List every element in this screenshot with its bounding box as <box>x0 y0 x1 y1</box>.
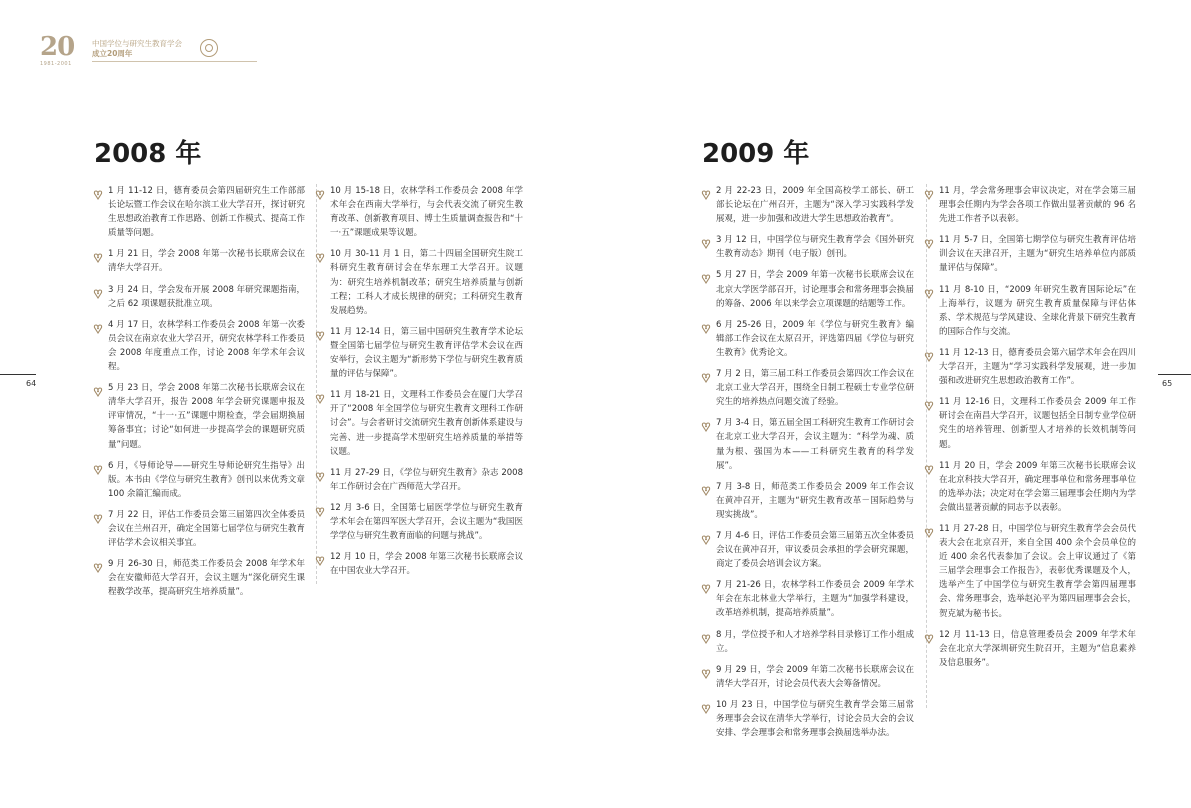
bullet-icon <box>315 326 325 336</box>
entry-text: 11 月 20 日，学会 2009 年第三次秘书长联席会议在北京科技大学召开，确定理事单位和常务理事单位的选举办法；决定对在学会第三届理事会任期内为学会做出显著贡献的同志予以表彰。 <box>939 460 1136 513</box>
timeline-entry <box>922 346 1136 388</box>
bullet-icon <box>315 467 325 477</box>
bullet-icon <box>701 319 711 329</box>
timeline-entry <box>313 550 523 578</box>
entry-text: 11 月 12-14 日，第三届中国研究生教育学术论坛暨全国第七届学位与研究生教育评估学术会议在西安举行，会议主题为“新形势下学位与研究生教育质量的评估与保障”。 <box>330 326 523 380</box>
bullet-icon <box>701 481 711 491</box>
timeline-entry <box>699 184 914 226</box>
bullet-icon <box>315 185 325 195</box>
seal-icon <box>200 39 218 57</box>
entry-text: 1 月 21 日，学会 2008 年第一次秘书长联席会议在清华大学召开。 <box>108 249 305 274</box>
year-heading-2008: 2008 年 <box>94 139 202 169</box>
timeline-entry <box>91 247 305 275</box>
entry-text: 12 月 11-13 日，信息管理委员会 2009 年学术年会在北京大学深圳研究生院召开，主题为“信息素养及信息服务”。 <box>939 629 1136 668</box>
entry-text: 3 月 12 日，中国学位与研究生教育学会《国外研究生教育动态》期刊（电子版）创刊。 <box>716 235 914 260</box>
bullet-icon <box>701 368 711 378</box>
anniversary-text: 成立20周年 <box>92 49 133 58</box>
timeline-entry <box>699 318 914 360</box>
column-2009-right <box>922 184 1136 677</box>
bullet-icon <box>315 389 325 399</box>
entry-text: 11 月 12-16 日，文理科工作委员会 2009 年工作研讨会在南昌大学召开，议题包括全日制专业学位研究生的培养管理、创新型人才培养的长效机制等问题。 <box>939 397 1136 450</box>
timeline-entry <box>313 325 523 381</box>
timeline-entry <box>699 416 914 472</box>
timeline-entry <box>313 184 523 240</box>
anniversary-logo: 20 <box>40 32 75 62</box>
entry-text: 1 月 11-12 日，德育委员会第四届研究生工作部部长论坛暨工作会议在哈尔滨工业大学召开，探讨研究生思想政治教育工作思路、创新工作模式、提高工作质量等问题。 <box>108 186 305 239</box>
entry-text: 10 月 23 日，中国学位与研究生教育学会第三届常务理事会会议在清华大学举行，讨论会员大会的会议安排、学会理事会和常务理事会换届选举办法。 <box>716 699 914 739</box>
entry-text: 12 月 10 日，学会 2008 年第三次秘书长联席会议在中国农业大学召开。 <box>330 552 523 577</box>
bullet-icon <box>93 284 103 294</box>
entry-text: 7 月 22 日，评估工作委员会第三届第四次全体委员会议在兰州召开，确定全国第七届学位与研究生教育评估学术会议相关事宜。 <box>108 509 305 549</box>
timeline-entry <box>699 663 914 691</box>
bullet-icon <box>701 185 711 195</box>
page-edge-line-left <box>0 374 36 375</box>
entry-text: 8 月，学位授予和人才培养学科目录修订工作小组成立。 <box>716 629 914 654</box>
page-edge-line-right <box>1158 374 1191 375</box>
page-number-left: 64 <box>26 379 37 388</box>
entry-text: 12 月 3-6 日，全国第七届医学学位与研究生教育学术年会在第四军医大学召开，会议主题为“我国医学学位与研究生教育面临的问题与挑战”。 <box>330 502 523 542</box>
org-name: 中国学位与研究生教育学会 <box>92 39 182 48</box>
entry-text: 5 月 23 日，学会 2008 年第二次秘书长联席会议在清华大学召开，报告 2008 年学会研究课题申报及评审情况，“十一·五”课题中期检查，学会届期换届筹备事宜；讨论“如何进一步提高学会的课题研究质量”问题。 <box>108 383 305 450</box>
timeline-entry <box>699 233 914 261</box>
entry-text: 11 月 18-21 日，文理科工作委员会在厦门大学召开了“2008 年全国学位与研究生教育文理科工作研讨会”。与会者研讨交流研究生教育创新体系建设与完善、进一步提高学术型研究生培养质量的举措等议题。 <box>330 390 523 457</box>
timeline-entry <box>91 459 305 501</box>
bullet-icon <box>93 558 103 568</box>
bullet-icon <box>924 234 934 244</box>
entry-text: 11 月，学会常务理事会审议决定，对在学会第三届理事会任期内为学会各项工作做出显著贡献的 96 名先进工作者予以表彰。 <box>939 186 1136 225</box>
timeline-entry <box>699 480 914 522</box>
entry-text: 2 月 22-23 日，2009 年全国高校学工部长、研工部长论坛在广州召开，主题为“深入学习实践科学发展观，进一步加强和改进大学生思想政治教育”。 <box>716 186 914 225</box>
entry-text: 11 月 8-10 日，“2009 年研究生教育国际论坛”在上海举行，议题为 研究生教育质量保障与评估体系、学术规范与学风建设、全球化背景下研究生教育的国际合作与交流。 <box>939 284 1136 337</box>
column-2008-left <box>91 184 305 606</box>
bullet-icon <box>315 502 325 512</box>
bullet-icon <box>701 269 711 279</box>
bullet-icon <box>701 629 711 639</box>
bullet-icon <box>93 319 103 329</box>
bullet-icon <box>924 396 934 406</box>
bullet-icon <box>924 347 934 357</box>
column-2009-left <box>699 184 914 747</box>
timeline-entry <box>91 381 305 451</box>
timeline-entry <box>313 466 523 494</box>
timeline-entry <box>313 247 523 317</box>
timeline-entry <box>922 184 1136 226</box>
header-rule <box>92 61 257 62</box>
timeline-entry <box>699 698 914 740</box>
page-number-right: 65 <box>1162 379 1173 388</box>
timeline-entry <box>922 233 1136 275</box>
entry-text: 4 月 17 日，农林学科工作委员会 2008 年第一次委员会议在南京农业大学召开，研究农林学科工作委员会 2008 年度重点工作，讨论 2008 年学术年会议程。 <box>108 319 305 373</box>
timeline-entry <box>699 628 914 656</box>
timeline-entry <box>91 184 305 240</box>
timeline-entry <box>922 459 1136 515</box>
timeline-entry <box>699 529 914 571</box>
bullet-icon <box>924 185 934 195</box>
entry-text: 3 月 24 日，学会发布开展 2008 年研究课题指南，之后 62 项课题获批准立项。 <box>108 284 305 309</box>
timeline-entry <box>699 367 914 409</box>
bullet-icon <box>93 248 103 258</box>
bullet-icon <box>315 248 325 258</box>
timeline-entry <box>313 388 523 458</box>
bullet-icon <box>924 523 934 533</box>
bullet-icon <box>701 579 711 589</box>
timeline-entry <box>91 283 305 311</box>
timeline-entry <box>91 318 305 374</box>
bullet-icon <box>701 664 711 674</box>
entry-text: 7 月 3-8 日，师范类工作委员会 2009 年工作会议在黄冲召开，主题为“研究生教育改革－国际趋势与现实挑战”。 <box>716 481 914 520</box>
year-heading-2009: 2009 年 <box>702 139 810 169</box>
entry-text: 7 月 2 日，第三届工科工作委员会第四次工作会议在北京工业大学召开，围绕全日制工程硕士专业学位研究生的培养热点问题交流了经验。 <box>716 369 914 408</box>
entry-text: 7 月 3-4 日，第五届全国工科研究生教育工作研讨会在北京工业大学召开，会议主题为：“科学为魂、质量为根、强国为本——工科研究生教育的科学发展”。 <box>716 418 914 471</box>
bullet-icon <box>701 530 711 540</box>
entry-text: 7 月 4-6 日，评估工作委员会第三届第五次全体委员会议在黄冲召开，审议委员会承担的学会研究课题，商定了委员会培训会议方案。 <box>716 530 914 570</box>
entry-text: 9 月 29 日，学会 2009 年第二次秘书长联席会议在清华大学召开，讨论会员代表大会筹备情况。 <box>716 664 914 689</box>
bullet-icon <box>701 699 711 709</box>
entry-text: 10 月 30-11 月 1 日，第二十四届全国研究生院工科研究生教育研讨会在华东理工大学召开。议题为：研究生培养机制改革；研究生培养质量与创新工程；工科人才成长规律的研究；工科研究生教育发展趋势。 <box>330 249 523 316</box>
entry-text: 10 月 15-18 日，农林学科工作委员会 2008 年学术年会在西南大学举行，与会代表交流了研究生教育改革、创新教育项目、博士生质量调查报告和“十一·五”课题成果等议题。 <box>330 186 523 239</box>
entry-text: 6 月，《导师论导——研究生导师论研究生指导》出版。本书由《学位与研究生教育》创刊以来优秀文章 100 余篇汇编而成。 <box>108 460 305 499</box>
timeline-entry <box>699 268 914 310</box>
logo-years: 1981-2001 <box>40 61 72 67</box>
entry-text: 5 月 27 日，学会 2009 年第一次秘书长联席会议在北京大学医学部召开，讨论理事会和常务理事会换届的筹备、2006 年以来学会立项课题的结题等工作。 <box>716 270 914 309</box>
timeline-entry <box>922 522 1136 621</box>
entry-text: 11 月 27-28 日，中国学位与研究生教育学会会员代表大会在北京召开，来自全国 400 余个会员单位的近 400 余名代表参加了会议。会上审议通过了《第三届学会理事会工作报告》，表彰优秀课题及个人，选举产生了中国学位与研究生教育学会第四届理事会、常务理事会，选举赵沁平为第四届理事会会长，贺克斌为秘书长。 <box>939 523 1136 619</box>
column-2008-right <box>313 184 523 585</box>
bullet-icon <box>924 284 934 294</box>
entry-text: 11 月 12-13 日，德育委员会第六届学术年会在四川大学召开，主题为“学习实践科学发展观，进一步加强和改进研究生思想政治教育工作”。 <box>939 347 1136 387</box>
bullet-icon <box>924 629 934 639</box>
entry-text: 7 月 21-26 日，农林学科工作委员会 2009 年学术年会在东北林业大学举行，主题为“加强学科建设，改革培养机制，提高培养质量”。 <box>716 580 914 619</box>
bullet-icon <box>315 551 325 561</box>
bullet-icon <box>701 417 711 427</box>
entry-text: 11 月 5-7 日，全国第七期学位与研究生教育评估培训会议在天津召开，主题为“研究生培养单位内部质量评估与保障”。 <box>939 235 1136 274</box>
timeline-entry <box>313 501 523 543</box>
bullet-icon <box>93 382 103 392</box>
header <box>40 34 220 70</box>
bullet-icon <box>924 460 934 470</box>
timeline-entry <box>91 508 305 550</box>
timeline-entry <box>699 578 914 620</box>
entry-text: 6 月 25-26 日，2009 年《学位与研究生教育》编辑部工作会议在太原召开，评选第四届《学位与研究生教育》优秀论文。 <box>716 319 914 358</box>
timeline-entry <box>922 628 1136 670</box>
timeline-entry <box>922 283 1136 339</box>
bullet-icon <box>93 509 103 519</box>
timeline-entry <box>922 395 1136 451</box>
entry-text: 11 月 27-29 日，《学位与研究生教育》杂志 2008 年工作研讨会在广西师范大学召开。 <box>330 467 523 492</box>
bullet-icon <box>93 460 103 470</box>
entry-text: 9 月 26-30 日，师范类工作委员会 2008 年学术年会在安徽师范大学召开，会议主题为“深化研究生课程教学改革，提高研究生培养质量”。 <box>108 559 305 598</box>
bullet-icon <box>93 185 103 195</box>
bullet-icon <box>701 234 711 244</box>
timeline-entry <box>91 557 305 599</box>
